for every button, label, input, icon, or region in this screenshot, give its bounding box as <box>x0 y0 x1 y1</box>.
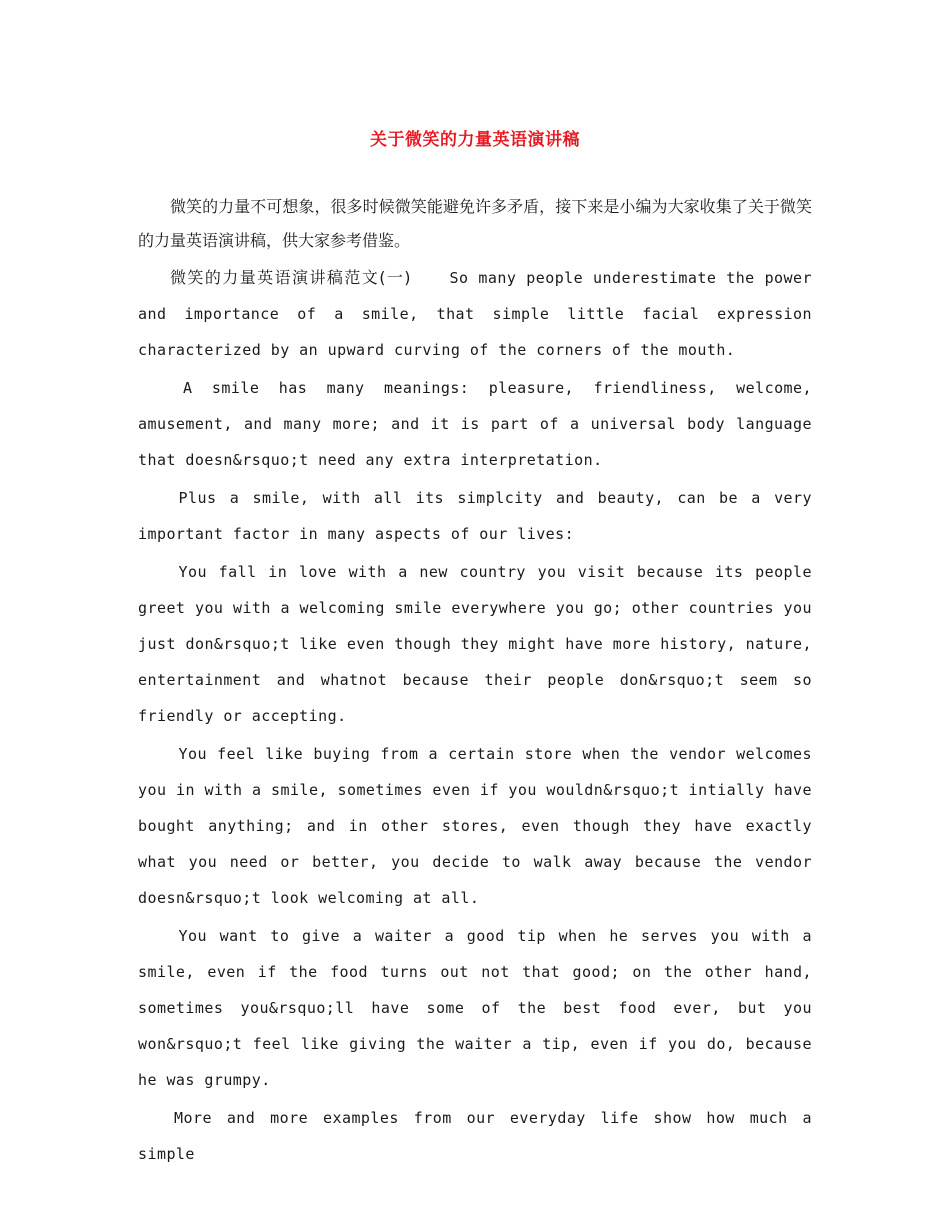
paragraph-6: You want to give a waiter a good tip when he serves you with a smile, even if the food turns out not that good; on the other hand, sometimes you&rsquo;ll have some of the best food ever, but you won&rsquo;t feel like giving the waiter a tip, even if you do, because he was grumpy. <box>138 927 812 1089</box>
section-heading: 微笑的力量英语演讲稿范文(一) <box>170 268 412 287</box>
paragraph-7: More and more examples from our everyday life show how much a simple <box>138 1109 812 1163</box>
paragraph-5: You feel like buying from a certain store when the vendor welcomes you in with a smile, sometimes even if you wouldn&rsquo;t intially have bought anything; and in other stores, even though they have exactly what you need or better, you decide to walk away because the vendor doesn&rsquo;t look welcoming at all. <box>138 745 812 907</box>
intro-paragraph: 微笑的力量不可想象，很多时候微笑能避免许多矛盾，接下来是小编为大家收集了关于微笑的力量英语演讲稿，供大家参考借鉴。 <box>138 197 812 250</box>
document-body <box>138 190 812 1174</box>
document-title: 关于微笑的力量英语演讲稿 <box>370 130 580 150</box>
section-paragraph <box>138 260 812 368</box>
paragraph-4: You fall in love with a new country you visit because its people greet you with a welcoming smile everywhere you go; other countries you just don&rsquo;t like even though they might have more history, nature, entertainment and whatnot because their people don&rsquo;t seem so friendly or accepting. <box>138 563 812 725</box>
paragraph-3: Plus a smile, with all its simplcity and beauty, can be a very important factor in many aspects of our lives: <box>138 489 812 543</box>
paragraph-1: So many people underestimate the power and importance of a smile, that simple little facial expression characterized by an upward curving of the corners of the mouth. <box>138 269 812 359</box>
paragraph-2: A smile has many meanings: pleasure, friendliness, welcome, amusement, and many more; and it is part of a universal body language that doesn&rsquo;t need any extra interpretation. <box>138 379 812 469</box>
